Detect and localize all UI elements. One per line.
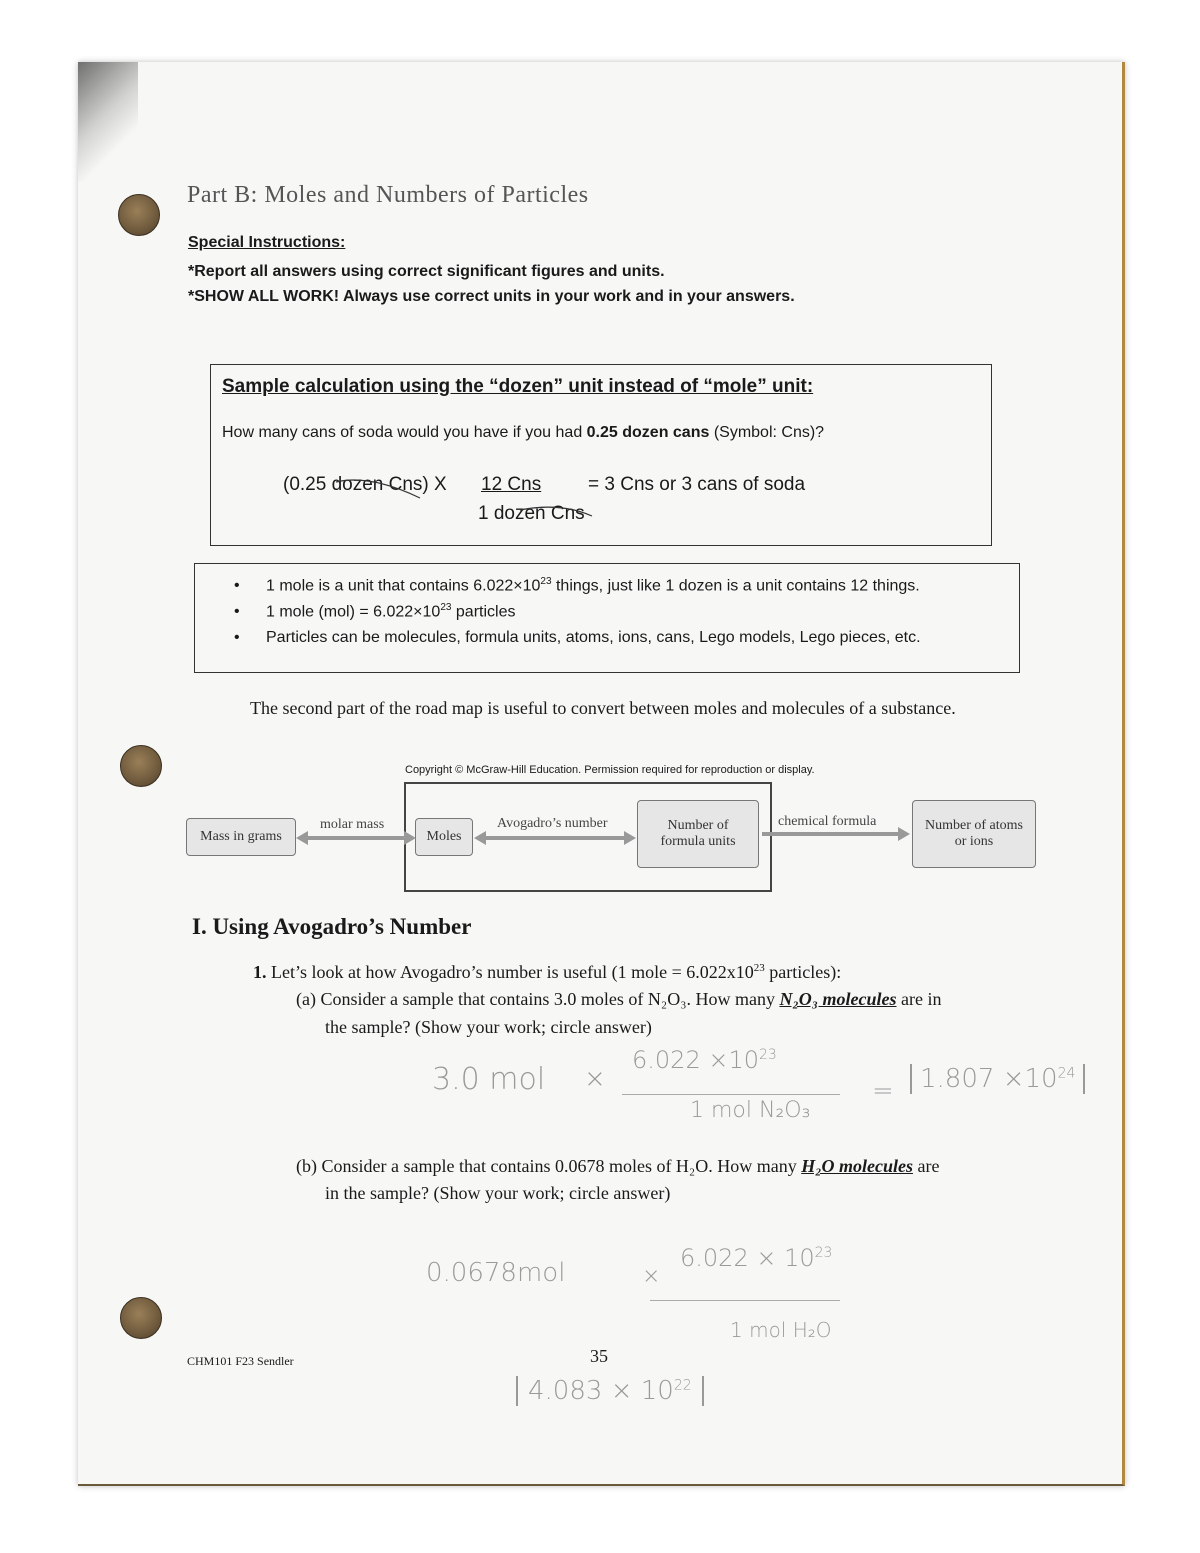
calc-left: (0.25 dozen Cns) X: [283, 474, 447, 495]
binder-hole-bottom: [120, 1297, 162, 1339]
hw-a-equals: =: [872, 1076, 894, 1106]
instruction-2: *SHOW ALL WORK! Always use correct units in your work and in your answers.: [188, 288, 795, 305]
section-title: I. Using Avogadro’s Number: [192, 914, 472, 939]
bullet-3: • Particles can be molecules, formula units, atoms, ions, cans, Lego models, Lego pieces, etc.: [234, 629, 921, 646]
question-1b: (b) Consider a sample that contains 0.0678 moles of H₂O. How many H₂O molecules are: [296, 1156, 940, 1176]
calc-numerator: 12 Cns: [481, 474, 542, 495]
mass-in-grams-box: Mass in grams: [186, 818, 296, 856]
sample-title: Sample calculation using the “dozen” unit instead of “mole” unit:: [222, 376, 814, 397]
avogadro-label: Avogadro’s number: [497, 816, 608, 831]
cancel-stroke-1: [336, 480, 420, 498]
part-title: Part B: Moles and Numbers of Particles: [187, 182, 589, 208]
road-map-arrows: [180, 820, 920, 860]
atoms-ions-box: Number of atoms or ions: [912, 800, 1036, 868]
binder-hole-top: [118, 194, 160, 236]
cancel-strokes: [330, 470, 600, 530]
molar-mass-label: molar mass: [320, 817, 385, 832]
arrow-head-right-1: [404, 831, 416, 845]
arrow-head-left-2: [474, 831, 486, 845]
page-number: 35: [590, 1346, 608, 1366]
hw-a-fraction-bar: [622, 1094, 840, 1095]
arrow-head-right-2: [624, 831, 636, 845]
question-1b-line2: in the sample? (Show your work; circle answer): [325, 1183, 671, 1203]
instruction-1: *Report all answers using correct significant figures and units.: [188, 263, 665, 280]
special-instructions-heading: Special Instructions:: [188, 234, 346, 251]
arrow-head-right-3: [898, 827, 910, 841]
moles-box: Moles: [415, 818, 473, 856]
hw-b-times: ×: [642, 1264, 661, 1289]
hw-b-fraction-bar: [650, 1300, 840, 1301]
hw-b-start: 0.0678mol: [426, 1258, 566, 1288]
footer-course: CHM101 F23 Sendler: [187, 1354, 294, 1368]
bullet-1: • 1 mole is a unit that contains $6.022\times 10^{23}$ things, just like 1 dozen is a unit contains 12 things.: [234, 576, 920, 595]
road-map-intro: The second part of the road map is useful to convert between moles and molecules of a substance.: [250, 698, 956, 718]
question-1: 1. Let’s look at how Avogadro’s number is useful (1 mole = $6.022x10^{23}$ particles):: [253, 962, 842, 982]
binder-hole-middle: [120, 745, 162, 787]
hw-a-start: 3.0 mol: [432, 1062, 546, 1097]
formula-units-box: Number of formula units: [637, 800, 759, 868]
copyright-note: Copyright © McGraw-Hill Education. Permission required for reproduction or display.: [405, 764, 815, 776]
page-shadow: [78, 62, 138, 182]
arrow-head-left-1: [296, 831, 308, 845]
hw-b-numerator: $6.022 \times 10^{23}$: [680, 1244, 833, 1272]
question-1a: (a) Consider a sample that contains 3.0 moles of N₂O₃. How many N₂O₃ molecules are in: [296, 989, 942, 1009]
bullet-2: • 1 mole $(mol) = 6.022\times 10^{23}$ particles: [234, 602, 516, 621]
hw-a-times: ×: [584, 1064, 606, 1094]
hw-a-denominator: 1 mol N₂O₃: [690, 1098, 811, 1123]
hw-b-denominator: 1 mol H₂O: [730, 1318, 832, 1342]
calc-result: = 3 Cns or 3 cans of soda: [588, 474, 806, 495]
calc-denominator: 1 dozen Cns: [478, 503, 585, 524]
question-1a-line2: the sample? (Show your work; circle answer): [325, 1017, 652, 1037]
hw-a-answer: $1.807 \times 10^{24}$: [910, 1064, 1085, 1094]
cancel-stroke-2: [520, 507, 592, 516]
hw-a-numerator: $6.022 \times 10^{23}$: [632, 1046, 777, 1074]
chemical-formula-label: chemical formula: [778, 814, 877, 829]
hw-b-answer: $4.083 \times 10^{22}$: [516, 1376, 704, 1406]
sample-question: How many cans of soda would you have if you had 0.25 dozen cans (Symbol: Cns)?: [222, 424, 825, 441]
